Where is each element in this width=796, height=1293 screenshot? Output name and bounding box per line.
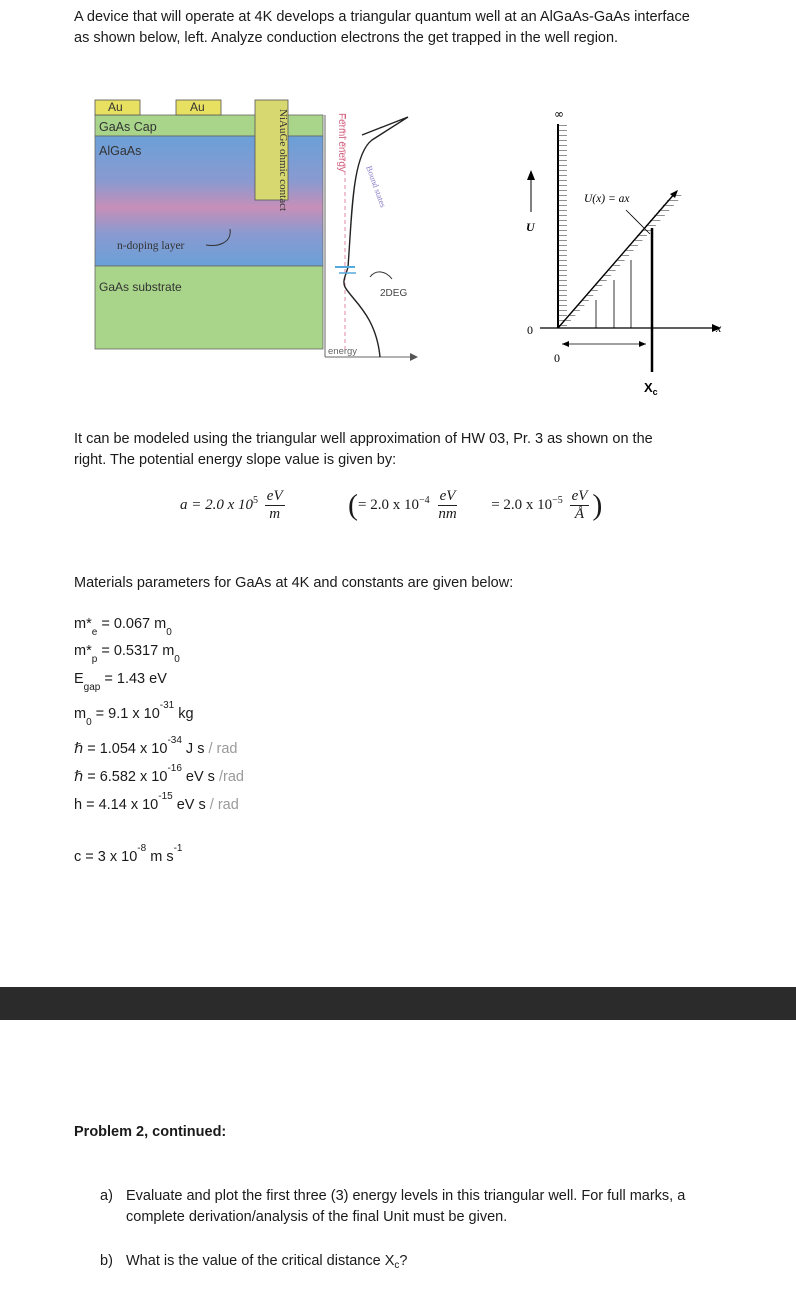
potential-line xyxy=(558,192,676,328)
fermi-energy-label: Fermi energy xyxy=(336,113,347,172)
au-left-label: Au xyxy=(108,100,123,114)
model-line-1: It can be modeled using the triangular well approximation of HW 03, Pr. 3 as shown on the xyxy=(74,431,653,447)
algaas-label: AlGaAs xyxy=(99,144,142,158)
model-text xyxy=(74,429,653,471)
eq-3-lhs: = 2.0 x 10 xyxy=(491,496,553,513)
twodeg-label: 2DEG xyxy=(380,288,408,299)
xc-label: $X_c$ xyxy=(644,380,658,397)
n-doping-label: n-doping layer xyxy=(117,240,185,252)
model-line-2: right. The potential energy slope value is given by: xyxy=(74,452,397,468)
gaas-substrate-layer xyxy=(95,266,323,349)
energy-label: energy xyxy=(328,346,358,357)
question-a-label: a) xyxy=(100,1188,113,1204)
slope-equation xyxy=(180,488,288,523)
page-separator xyxy=(0,987,796,1020)
bound-states-label: Bound states xyxy=(364,164,389,209)
param-me: $m*_e = 0.067$ $m_0$ xyxy=(74,616,172,638)
param-hbar-js: ℏ = 1.054 x $10^{-34}$ J s / rad xyxy=(74,735,238,757)
question-a-line-1: Evaluate and plot the first three (3) energy levels in this triangular well. For full marks, a xyxy=(126,1188,686,1204)
u-arrow-head xyxy=(527,170,535,180)
u-axis-label: U xyxy=(526,220,535,234)
potential-label: U(x) = ax xyxy=(584,193,630,205)
param-egap: $E_{gap} = 1.43$ eV xyxy=(74,671,167,693)
potential-label-pointer xyxy=(626,210,650,234)
eq-2-exp: −4 xyxy=(418,494,430,506)
eq-frac-2: $\frac{eV}{nm}$ xyxy=(438,488,457,522)
infinity-label: ∞ xyxy=(554,107,564,121)
eq-2-lhs: = 2.0 x 10 xyxy=(358,496,419,513)
heterostructure-figure xyxy=(90,95,420,370)
ohmic-label: NiAuGe ohmic contact xyxy=(277,109,289,212)
xc-dim-arrow-left xyxy=(562,341,569,347)
question-b-label: b) xyxy=(100,1253,113,1269)
xc-dim-arrow-right xyxy=(639,341,646,347)
zero-x-label: 0 xyxy=(554,351,560,365)
triangular-well-figure xyxy=(510,100,735,400)
wall-hatching xyxy=(558,124,567,328)
param-hbar-evs: ℏ = 6.582 x $10^{-16}$ eV s /rad xyxy=(74,763,244,785)
intro-text xyxy=(74,7,690,49)
param-h: h = 4.14 x $10^{-15}$ eV s / rad xyxy=(74,791,239,813)
question-a-line-2: complete derivation/analysis of the final Unit must be given. xyxy=(126,1209,508,1225)
eq-3-exp: −5 xyxy=(552,494,563,506)
intro-line-1: A device that will operate at 4K develops a triangular quantum well at an AlGaAs-GaAs interface xyxy=(74,9,690,25)
param-mp: $m*_p = 0.5317$ $m_0$ xyxy=(74,643,180,665)
zero-y-label: 0 xyxy=(527,323,533,337)
problem-heading: Problem 2, continued: xyxy=(74,1124,227,1140)
x-axis-label: x xyxy=(716,321,722,335)
energy-arrow-head xyxy=(410,353,418,361)
eq-frac-1: $\frac{eV}{m}$ xyxy=(266,488,283,522)
question-a xyxy=(126,1186,766,1228)
materials-heading: Materials parameters for GaAs at 4K and constants are given below: xyxy=(74,575,514,591)
param-m0: $m_0 = 9.1$ x $10^{-31}$ kg xyxy=(74,700,194,728)
question-b: What is the value of the critical distance $X_c$? xyxy=(126,1253,408,1271)
gaas-cap-label: GaAs Cap xyxy=(99,120,157,134)
twodeg-arrow xyxy=(370,272,392,279)
eq-a-lhs: a = 2.0 x 10 xyxy=(180,496,254,513)
conduction-band-curve xyxy=(344,117,408,357)
param-c: c = 3 x $10^{-8}$ m $s^{-1}$ xyxy=(74,843,183,865)
intro-line-2: as shown below, left. Analyze conduction electrons the get trapped in the well region. xyxy=(74,30,619,46)
eq-frac-3: $\frac{eV}{Å}$ xyxy=(571,488,588,522)
au-right-label: Au xyxy=(190,100,205,114)
eq-a-exp: 5 xyxy=(253,494,259,506)
gaas-substrate-label: GaAs substrate xyxy=(99,280,182,294)
slope-equation-alt: (= 2.0 x $10^{-4}$ $\frac{eV}{nm}$ = 2.0 x $10^{-5}$ $\frac{eV}{Å}$ ) xyxy=(348,488,603,522)
